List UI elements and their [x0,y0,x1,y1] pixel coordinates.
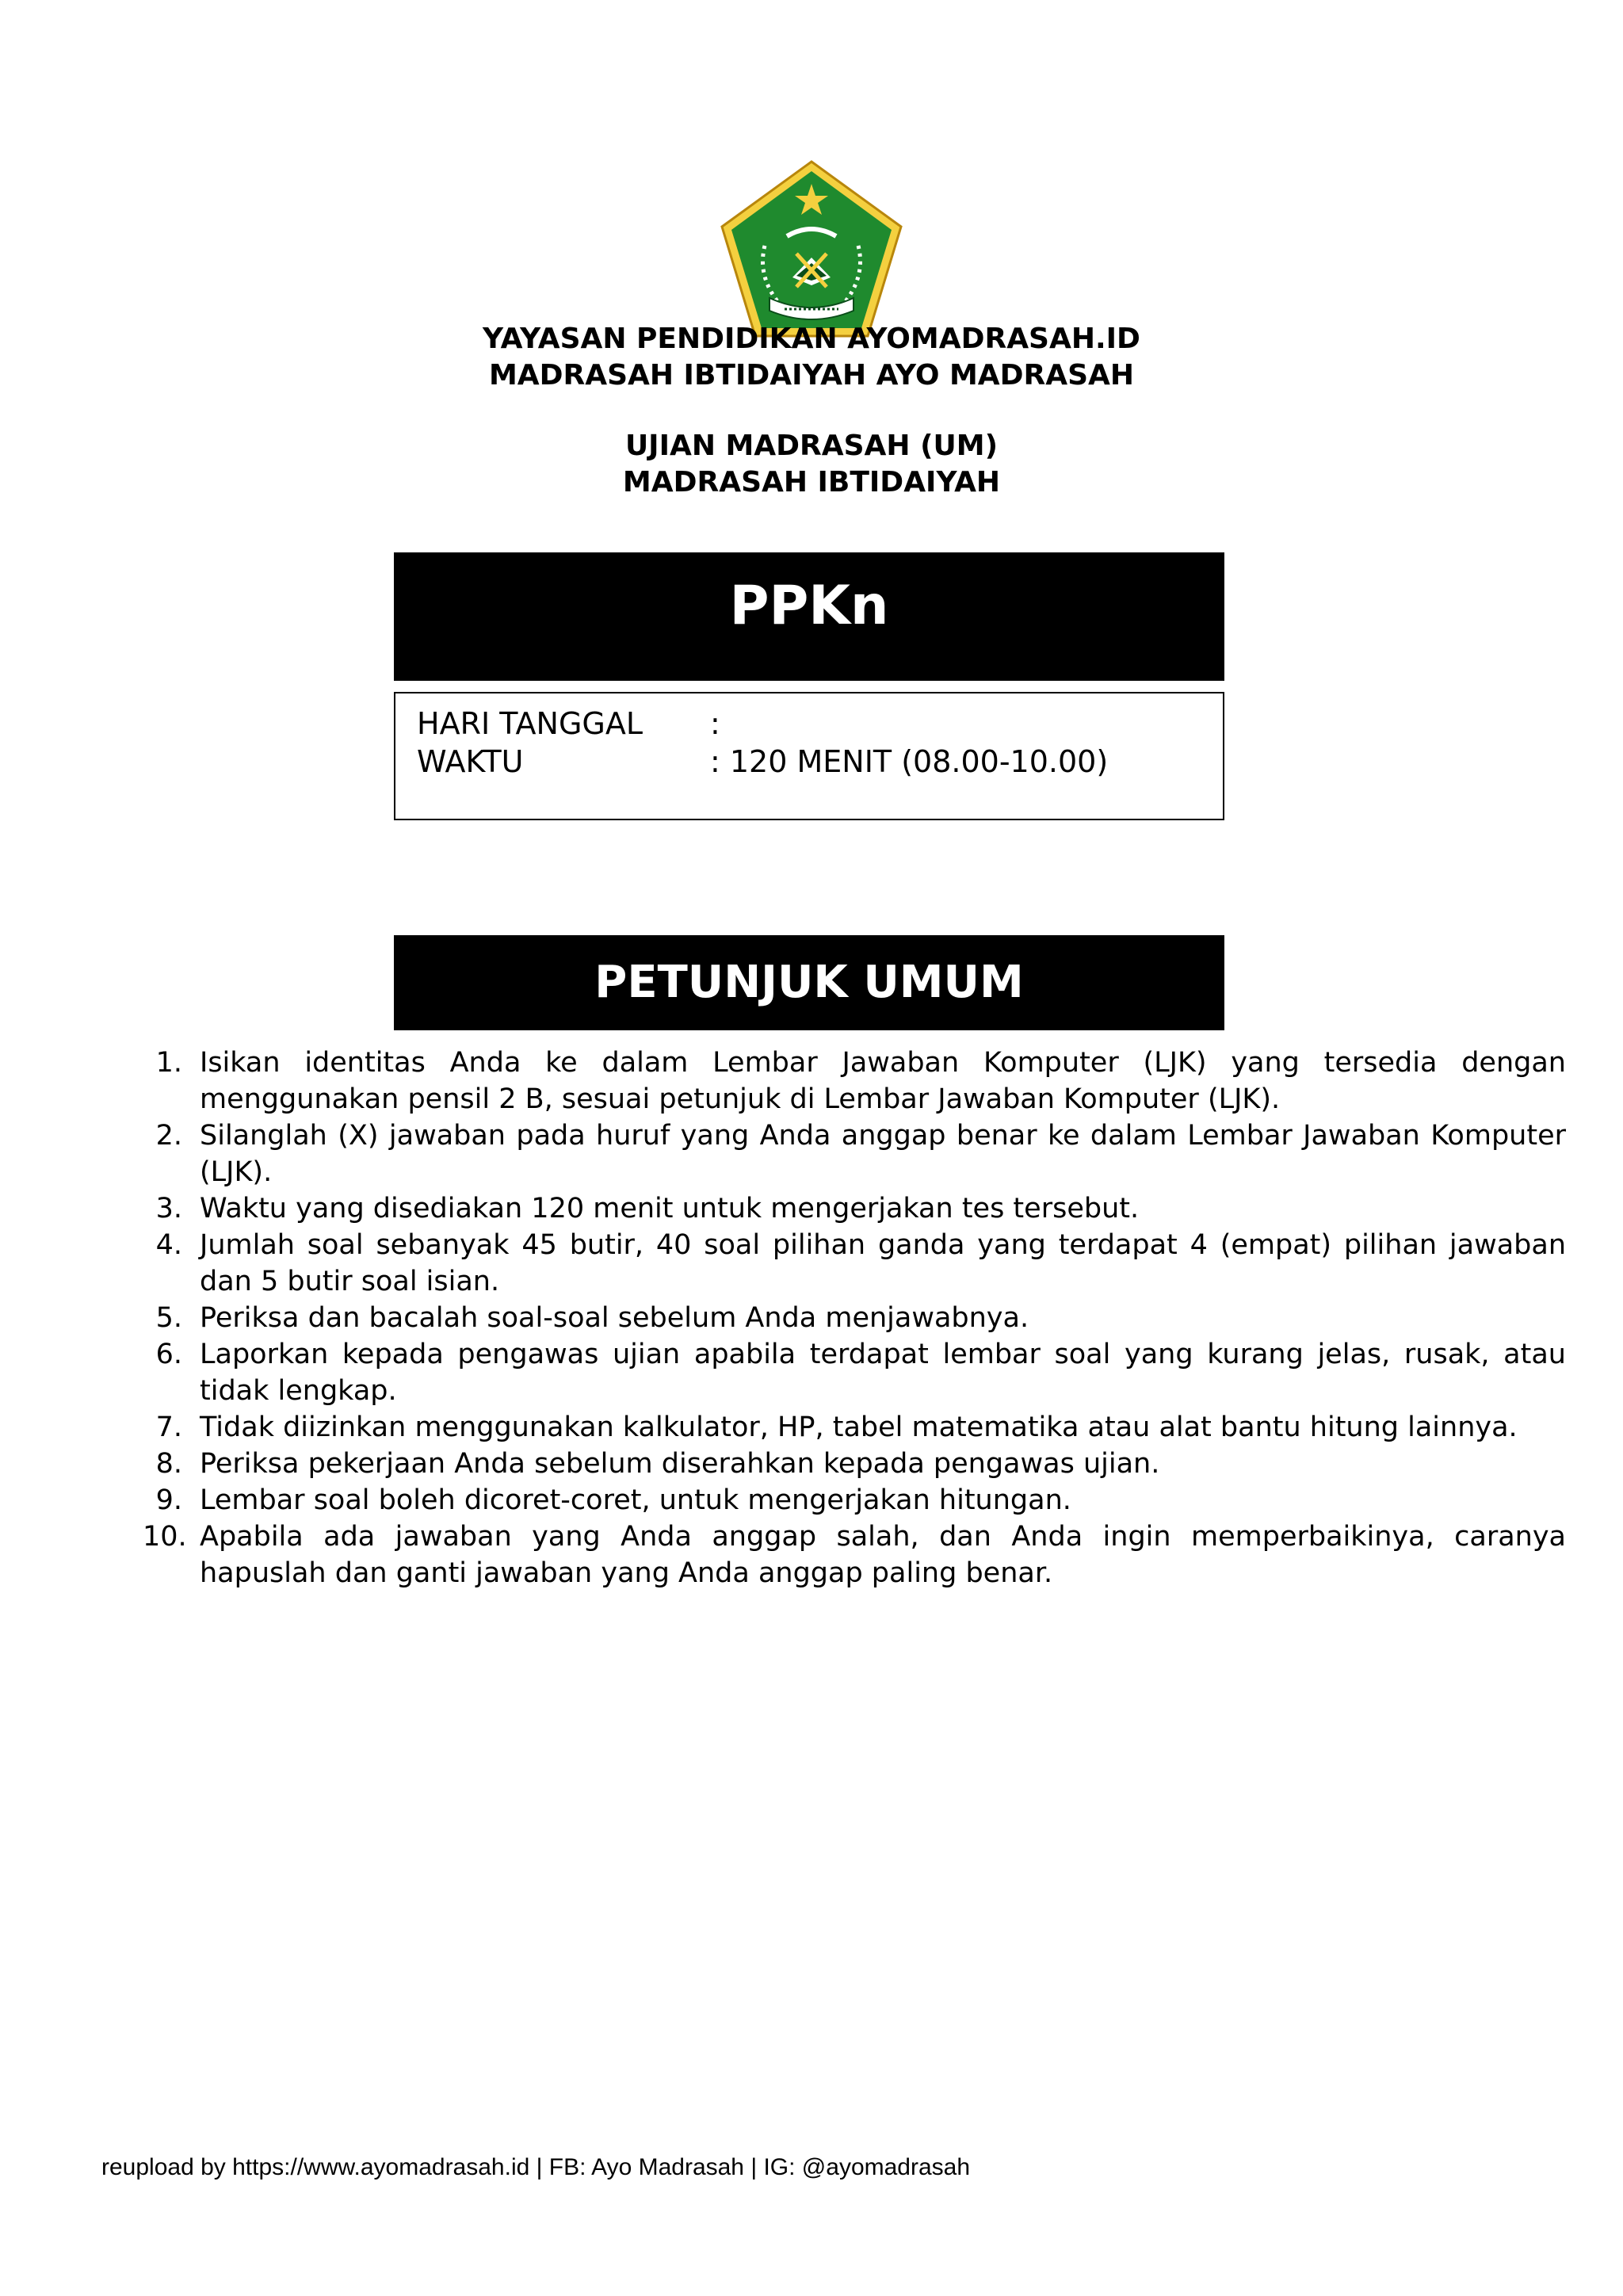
item-text: Laporkan kepada pengawas ujian apabila terdapat lembar soal yang kurang jelas, rusak, atau tidak lengkap. [200,1339,1566,1407]
item-text: Periksa pekerjaan Anda sebelum diserahkan kepada pengawas ujian. [200,1448,1160,1480]
list-item [143,1117,1566,1190]
item-number: 1. [155,1047,182,1079]
list-item [143,1519,1566,1591]
item-number: 8. [155,1448,182,1480]
item-text: Waktu yang disediakan 120 menit untuk mengerjakan tes tersebut. [200,1193,1140,1224]
instructions-list [143,1045,1566,1591]
list-item [143,1045,1566,1117]
item-text: Jumlah soal sebanyak 45 butir, 40 soal pilihan ganda yang terdapat 4 (empat) pilihan jawaban dan 5 butir soal isian. [200,1229,1566,1297]
list-item [143,1336,1566,1409]
foundation-name: YAYASAN PENDIDIKAN AYOMADRASAH.ID [483,323,1140,355]
item-number: 2. [155,1120,182,1152]
footer-credit: reupload by https://www.ayomadrasah.id | FB: Ayo Madrasah | IG: @ayomadrasah [101,2154,971,2180]
item-number: 6. [155,1339,182,1370]
school-name: MADRASAH IBTIDAIYAH AYO MADRASAH [488,359,1135,392]
exam-info-box [394,692,1224,820]
item-text: Tidak diizinkan menggunakan kalkulator, HP, tabel matematika atau alat bantu hitung lainnya. [200,1412,1518,1443]
list-item [143,1446,1566,1482]
subject-banner: PPKn [394,552,1224,681]
list-item [143,1409,1566,1446]
time-label: WAKTU [417,744,524,779]
item-number: 9. [155,1484,182,1516]
list-item [143,1227,1566,1300]
item-text: Silanglah (X) jawaban pada huruf yang Anda anggap benar ke dalam Lembar Jawaban Komputer (LJK). [200,1120,1566,1188]
list-item [143,1300,1566,1336]
item-text: Lembar soal boleh dicoret-coret, untuk mengerjakan hitungan. [200,1484,1071,1516]
kemenag-logo [717,159,906,341]
time-value: : 120 MENIT (08.00-10.00) [710,744,1109,779]
item-number: 3. [155,1193,182,1224]
date-label: HARI TANGGAL [417,706,643,741]
item-text: Periksa dan bacalah soal-soal sebelum Anda menjawabnya. [200,1302,1029,1334]
list-item [143,1190,1566,1227]
item-text: Apabila ada jawaban yang Anda anggap salah, dan Anda ingin memperbaikinya, caranya hapuslah dan ganti jawaban yang Anda anggap paling benar. [200,1521,1566,1589]
info-row-time [417,743,1207,781]
item-text: Isikan identitas Anda ke dalam Lembar Jawaban Komputer (LJK) yang tersedia dengan menggunakan pensil 2 B, sesuai petunjuk di Lembar Jawaban Komputer (LJK). [200,1047,1566,1115]
list-item [143,1482,1566,1519]
item-number: 4. [155,1229,182,1261]
item-number: 5. [155,1302,182,1334]
exam-title: UJIAN MADRASAH (UM) [624,430,999,462]
info-row-date [417,705,1207,743]
item-number: 7. [155,1412,182,1443]
date-value: : [710,706,720,741]
instructions-banner: PETUNJUK UMUM [394,935,1224,1030]
exam-level: MADRASAH IBTIDAIYAH [622,466,1001,499]
item-number: 10. [143,1521,187,1553]
